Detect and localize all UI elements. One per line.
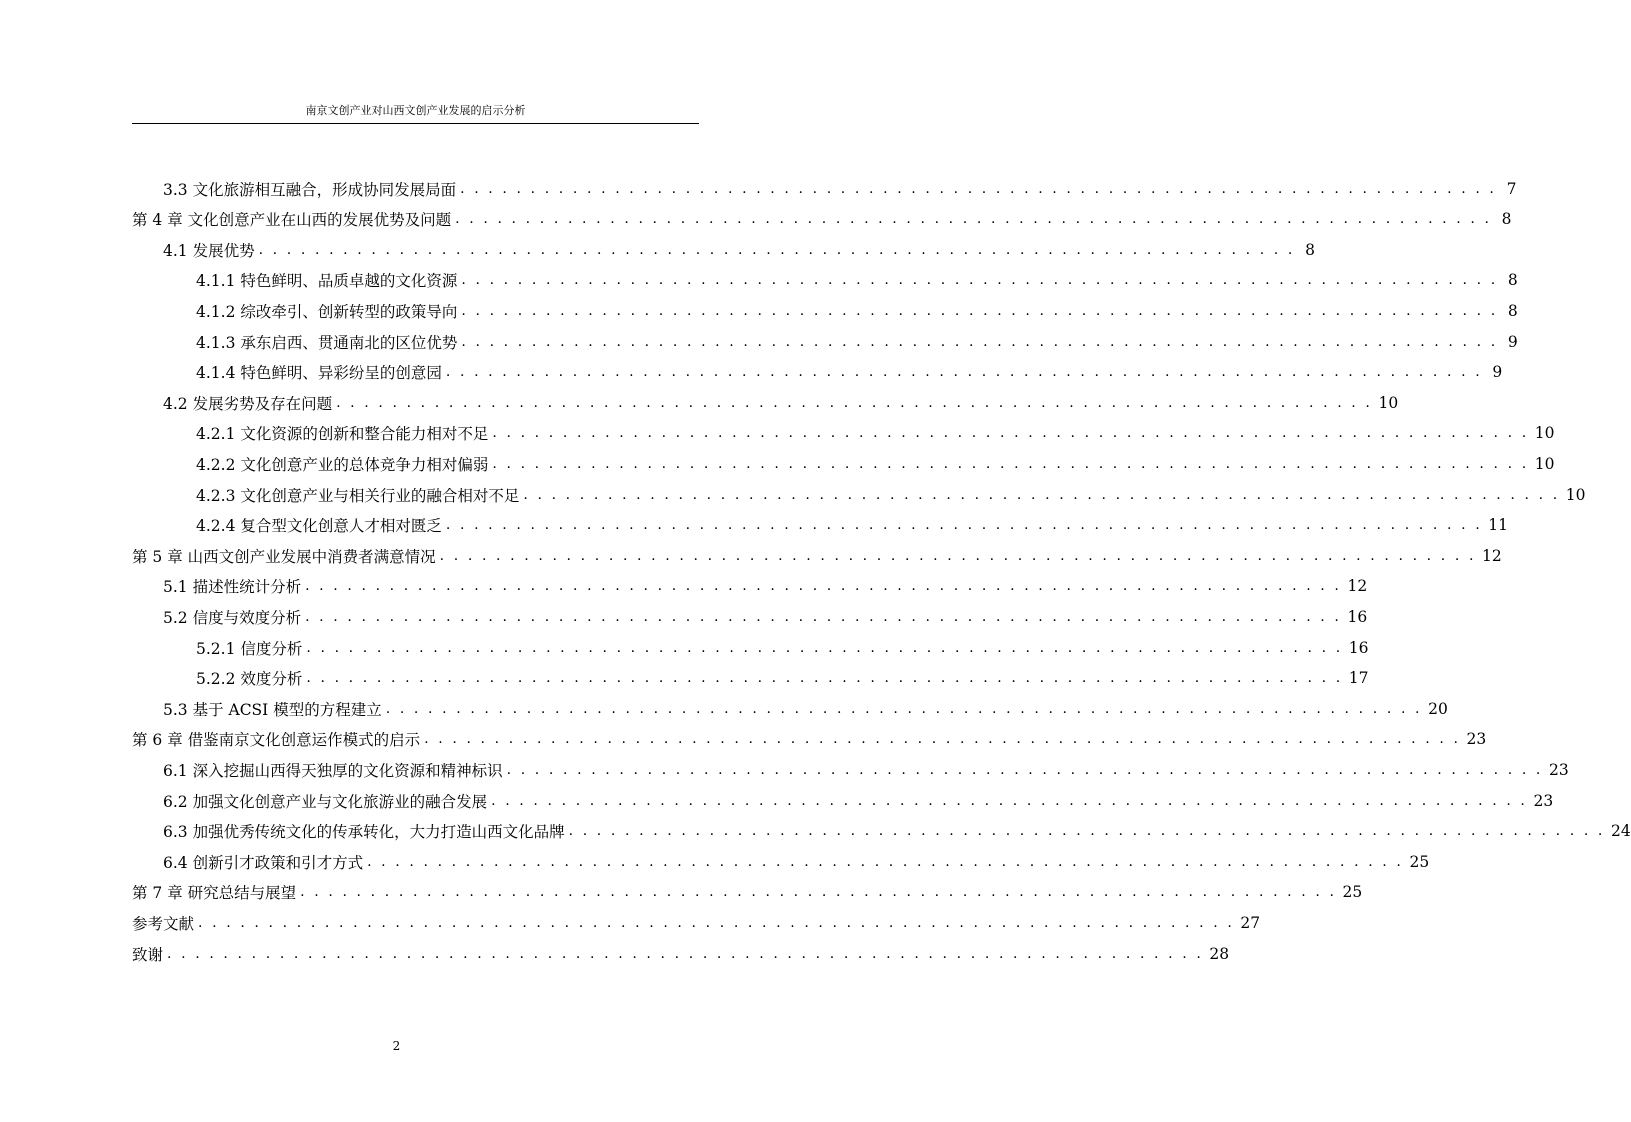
toc-entry[interactable]: [163, 693, 1448, 724]
toc-entry-title: 4.2.2 文化创意产业的总体竞争力相对偏弱: [196, 455, 489, 474]
toc-entry-title: 4.1.3 承东启西、贯通南北的区位优势: [196, 333, 458, 352]
toc-entry-title: 4.1.4 特色鲜明、异彩纷呈的创意园: [196, 364, 442, 383]
toc-entry[interactable]: [163, 571, 1368, 602]
toc-entry-title: 5.3 基于 ACSI 模型的方程建立: [163, 700, 382, 719]
toc-entry[interactable]: [163, 173, 1517, 204]
toc-entry[interactable]: [163, 816, 1631, 847]
toc-dot-leader: . . . . . . . . . . . . . . . . . . . . . . . . . . . . . . . . . . . . . . . . . . . . . . . . . . . . . . . . . . . . . . . . . . . . . . . . . .: [424, 731, 1461, 748]
toc-entry[interactable]: [132, 877, 1363, 908]
toc-dot-leader: . . . . . . . . . . . . . . . . . . . . . . . . . . . . . . . . . . . . . . . . . . . . . . . . . . . . . . . . . . . . . . . . . . . . . . . . . .: [306, 670, 1343, 687]
toc-dot-leader: . . . . . . . . . . . . . . . . . . . . . . . . . . . . . . . . . . . . . . . . . . . . . . . . . . . . . . . . . . . . . . . . . . . . . . . . . .: [305, 608, 1342, 625]
toc-entry[interactable]: [163, 601, 1368, 632]
toc-dot-leader: . . . . . . . . . . . . . . . . . . . . . . . . . . . . . . . . . . . . . . . . . . . . . . . . . . . . . . . . . . . . . . . . . . . . . . . . . .: [492, 455, 1529, 472]
toc-dot-leader: . . . . . . . . . . . . . . . . . . . . . . . . . . . . . . . . . . . . . . . . . . . . . . . . . . . . . . . . . . . . . . . . . . . . . . . . . .: [258, 241, 1295, 258]
toc-entry-page: 8: [1507, 271, 1518, 290]
toc-entry-title: 致谢: [132, 945, 164, 964]
toc-dot-leader: . . . . . . . . . . . . . . . . . . . . . . . . . . . . . . . . . . . . . . . . . . . . . . . . . . . . . . . . . . . . . . . . . . . . . . . . . .: [306, 639, 1343, 656]
toc-dot-leader: . . . . . . . . . . . . . . . . . . . . . . . . . . . . . . . . . . . . . . . . . . . . . . . . . . . . . . . . . . . . . . . . . . . . . . . . . .: [568, 823, 1605, 840]
toc-entry[interactable]: [196, 479, 1586, 510]
toc-dot-leader: . . . . . . . . . . . . . . . . . . . . . . . . . . . . . . . . . . . . . . . . . . . . . . . . . . . . . . . . . . . . . . . . . . . . . . . . . .: [445, 364, 1483, 381]
toc-entry[interactable]: [132, 907, 1261, 938]
toc-entry-title: 参考文献: [132, 914, 195, 933]
toc-entry-page: 10: [1565, 485, 1586, 504]
toc-dot-leader: . . . . . . . . . . . . . . . . . . . . . . . . . . . . . . . . . . . . . . . . . . . . . . . . . . . . . . . . . . . . . . . . . . . . . . . . . .: [305, 578, 1342, 595]
toc-entry-title: 4.2.4 复合型文化创意人才相对匮乏: [196, 517, 442, 536]
toc-entry[interactable]: [163, 754, 1569, 785]
toc-dot-leader: . . . . . . . . . . . . . . . . . . . . . . . . . . . . . . . . . . . . . . . . . . . . . . . . . . . . . . . . . . . . . . . . . . . . . . . . . .: [461, 333, 1498, 350]
toc-entry-title: 4.2 发展劣势及存在问题: [163, 394, 333, 413]
toc-entry[interactable]: [196, 510, 1508, 541]
toc-entry-page: 9: [1507, 332, 1518, 351]
toc-dot-leader: . . . . . . . . . . . . . . . . . . . . . . . . . . . . . . . . . . . . . . . . . . . . . . . . . . . . . . . . . . . . . . . . . . . . . . . . . .: [506, 761, 1543, 778]
toc-entry-title: 第 6 章 借鉴南京文化创意运作模式的启示: [132, 731, 421, 750]
toc-entry-title: 4.1.2 综改牵引、创新转型的政策导向: [196, 302, 458, 321]
toc-dot-leader: . . . . . . . . . . . . . . . . . . . . . . . . . . . . . . . . . . . . . . . . . . . . . . . . . . . . . . . . . . . . . . . . . . . . . . . . . .: [367, 853, 1404, 870]
toc-entry-title: 第 5 章 山西文创产业发展中消费者满意情况: [132, 547, 436, 566]
toc-dot-leader: . . . . . . . . . . . . . . . . . . . . . . . . . . . . . . . . . . . . . . . . . . . . . . . . . . . . . . . . . . . . . . . . . . . . . . . . . .: [300, 884, 1337, 901]
toc-entry-page: 24: [1610, 822, 1631, 841]
toc-dot-leader: . . . . . . . . . . . . . . . . . . . . . . . . . . . . . . . . . . . . . . . . . . . . . . . . . . . . . . . . . . . . . . . . . . . . . . . . . .: [336, 394, 1373, 411]
toc-entry-page: 27: [1240, 913, 1261, 932]
toc-entry[interactable]: [163, 234, 1315, 265]
toc-dot-leader: . . . . . . . . . . . . . . . . . . . . . . . . . . . . . . . . . . . . . . . . . . . . . . . . . . . . . . . . . . . . . . . . . . . . . . . . . .: [455, 211, 1492, 228]
toc-entry-title: 4.2.1 文化资源的创新和整合能力相对不足: [196, 425, 489, 444]
toc-entry-page: 8: [1507, 301, 1518, 320]
toc-entry-page: 20: [1428, 699, 1448, 718]
running-header: 南京文创产业对山西文创产业发展的启示分析: [305, 104, 526, 117]
toc-entry-page: 9: [1492, 363, 1503, 382]
toc-entry[interactable]: [196, 632, 1369, 663]
toc-dot-leader: . . . . . . . . . . . . . . . . . . . . . . . . . . . . . . . . . . . . . . . . . . . . . . . . . . . . . . . . . . . . . . . . . . . . . . . . . .: [167, 945, 1204, 962]
toc-entry[interactable]: [196, 357, 1503, 388]
toc-entry-title: 第 4 章 文化创意产业在山西的发展优势及问题: [132, 211, 452, 230]
toc-entry[interactable]: [196, 663, 1369, 694]
toc-entry-page: 8: [1501, 210, 1512, 229]
toc-entry-title: 4.1.1 特色鲜明、品质卓越的文化资源: [196, 272, 458, 291]
toc-entry[interactable]: [163, 387, 1399, 418]
toc-entry-title: 4.2.3 文化创意产业与相关行业的融合相对不足: [196, 486, 520, 505]
toc-dot-leader: . . . . . . . . . . . . . . . . . . . . . . . . . . . . . . . . . . . . . . . . . . . . . . . . . . . . . . . . . . . . . . . . . . . . . . . . . .: [198, 914, 1235, 931]
toc-entry[interactable]: [196, 295, 1518, 326]
toc-entry-page: 23: [1548, 760, 1569, 779]
toc-dot-leader: . . . . . . . . . . . . . . . . . . . . . . . . . . . . . . . . . . . . . . . . . . . . . . . . . . . . . . . . . . . . . . . . . . . . . . . . . .: [523, 486, 1560, 503]
toc-entry-title: 第 7 章 研究总结与展望: [132, 884, 297, 903]
toc-entry-title: 3.3 文化旅游相互融合，形成协同发展局面: [163, 180, 457, 199]
toc-entry-page: 23: [1466, 730, 1487, 749]
toc-entry-page: 16: [1348, 638, 1369, 657]
toc-entry[interactable]: [132, 540, 1502, 571]
toc-entry-page: 10: [1534, 424, 1555, 443]
toc-entry-title: 5.2 信度与效度分析: [163, 608, 302, 627]
toc-entry-title: 6.4 创新引才政策和引才方式: [163, 853, 364, 872]
page-number: 2: [392, 1039, 401, 1053]
toc-entry-page: 25: [1409, 852, 1430, 871]
toc-entry-title: 6.3 加强优秀传统文化的传承转化，大力打造山西文化品牌: [163, 823, 565, 842]
toc-entry-title: 4.1 发展优势: [163, 241, 255, 260]
toc-entry-page: 10: [1378, 393, 1399, 412]
toc-entry-page: 10: [1534, 454, 1555, 473]
toc-entry-title: 5.2.2 效度分析: [196, 670, 303, 689]
toc-dot-leader: . . . . . . . . . . . . . . . . . . . . . . . . . . . . . . . . . . . . . . . . . . . . . . . . . . . . . . . . . . . . . . . . . . . . . . . . . .: [492, 425, 1529, 442]
toc-dot-leader: . . . . . . . . . . . . . . . . . . . . . . . . . . . . . . . . . . . . . . . . . . . . . . . . . . . . . . . . . . . . . . . . . . . . . . . . . .: [385, 700, 1423, 717]
toc-dot-leader: . . . . . . . . . . . . . . . . . . . . . . . . . . . . . . . . . . . . . . . . . . . . . . . . . . . . . . . . . . . . . . . . . . . . . . . . . .: [460, 180, 1497, 197]
toc-entry-page: 12: [1347, 577, 1368, 596]
toc-entry-page: 17: [1348, 669, 1369, 688]
toc-dot-leader: . . . . . . . . . . . . . . . . . . . . . . . . . . . . . . . . . . . . . . . . . . . . . . . . . . . . . . . . . . . . . . . . . . . . . . . . . .: [461, 302, 1498, 319]
toc-dot-leader: . . . . . . . . . . . . . . . . . . . . . . . . . . . . . . . . . . . . . . . . . . . . . . . . . . . . . . . . . . . . . . . . . . . . . . . . . .: [491, 792, 1528, 809]
toc-entry-page: 11: [1488, 516, 1508, 535]
toc-dot-leader: . . . . . . . . . . . . . . . . . . . . . . . . . . . . . . . . . . . . . . . . . . . . . . . . . . . . . . . . . . . . . . . . . . . . . . . . . .: [461, 272, 1498, 289]
toc-entry[interactable]: [196, 326, 1518, 357]
toc-entry-page: 7: [1506, 179, 1517, 198]
toc-entry[interactable]: [163, 846, 1430, 877]
toc-entry-title: 6.2 加强文化创意产业与文化旅游业的融合发展: [163, 792, 488, 811]
toc-entry-page: 12: [1482, 546, 1502, 565]
toc-dot-leader: . . . . . . . . . . . . . . . . . . . . . . . . . . . . . . . . . . . . . . . . . . . . . . . . . . . . . . . . . . . . . . . . . . . . . . . . . .: [439, 547, 1477, 564]
toc-entry[interactable]: [132, 938, 1230, 969]
toc-entry[interactable]: [196, 448, 1555, 479]
toc-dot-leader: . . . . . . . . . . . . . . . . . . . . . . . . . . . . . . . . . . . . . . . . . . . . . . . . . . . . . . . . . . . . . . . . . . . . . . . . . .: [445, 517, 1483, 534]
toc-entry-title: 5.1 描述性统计分析: [163, 578, 302, 597]
toc-entry-title: 6.1 深入挖掘山西得天独厚的文化资源和精神标识: [163, 761, 503, 780]
toc-entry[interactable]: [132, 724, 1487, 755]
header-rule: [132, 123, 699, 124]
toc-entry-title: 5.2.1 信度分析: [196, 639, 303, 658]
toc-entry-page: 25: [1342, 883, 1363, 902]
toc-entry-page: 28: [1209, 944, 1230, 963]
toc-entry[interactable]: [196, 265, 1518, 296]
toc-entry-page: 16: [1347, 607, 1368, 626]
toc-entry[interactable]: [163, 785, 1554, 816]
toc-entry-page: 23: [1533, 791, 1554, 810]
toc-entry[interactable]: [132, 204, 1512, 235]
toc-entry-page: 8: [1305, 240, 1315, 259]
toc-entry[interactable]: [196, 418, 1555, 449]
